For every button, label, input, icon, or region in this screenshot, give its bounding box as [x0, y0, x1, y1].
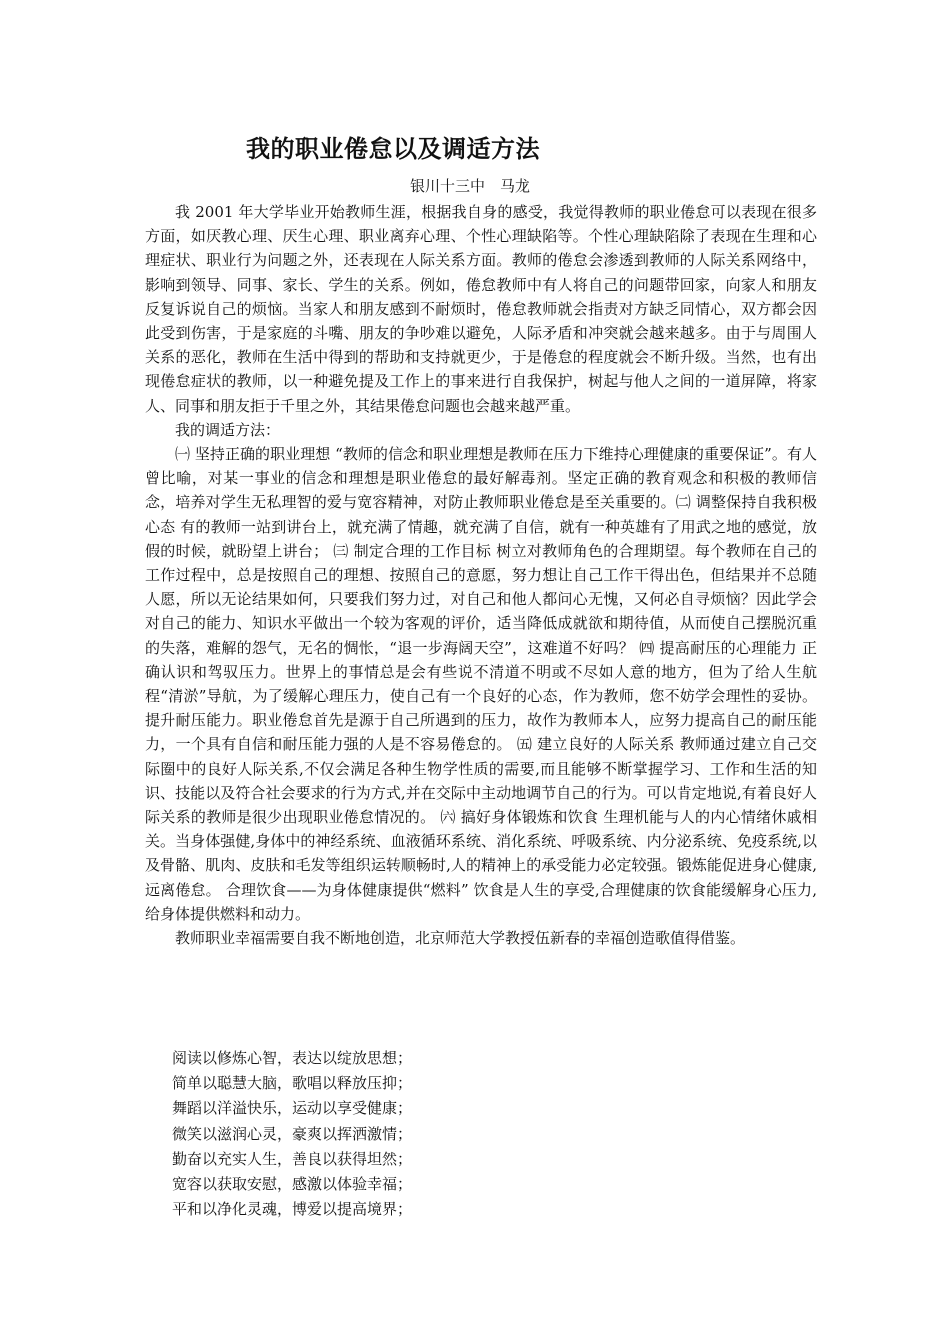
paragraph-happiness: 教师职业幸福需要自我不断地创造，北京师范大学教授伍新春的幸福创造歌值得借鉴。 — [175, 929, 746, 948]
page-title: 我的职业倦怠以及调适方法 — [246, 134, 540, 163]
paragraph-methods: ㈠ 坚持正确的职业理想 “教师的信念和职业理想是教师在压力下维持心理健康的重要保证”。有人曾比喻，对某一事业的信念和理想是职业倦怠的最好解毒剂。坚定正确的教育观念和积极的教师信念，培养对学生无私理智的爱与宽容精神，对防止教师职业倦怠是至关重要的。㈡ 调整保持自我积极心态 有的教师一站到讲台上，就充满了情趣，就充满了自信，就有一种英雄有了用武之地的感觉，放假的时候，就盼望上讲台； ㈢ 制定合理的工作目标 树立对教师角色的合理期望。每个教师在自己的工作过程中，总是按照自己的理想、按照自己的意愿，努力想让自己工作干得出色，但结果并不总随人愿，所以无论结果如何，只要我们努力过，对自己和他人都问心无愧，又何必自寻烦恼？因此学会对自己的能力、知识水平做出一个较为客观的评价，适当降低成就欲和期待值，从而使自己摆脱沉重的失落，难解的怨气，无名的惆怅，“退一步海阔天空”，这难道不好吗？ ㈣ 提高耐压的心理能力 正确认识和驾驭压力。世界上的事情总是会有些说不清道不明或不尽如人意的地方，但为了给人生航程“清淤”导航，为了缓解心理压力，使自己有一个良好的心态，作为教师，您不妨学会理性的妥协。提升耐压能力。职业倦怠首先是源于自己所遇到的压力，故作为教师本人，应努力提高自己的耐压能力，一个具有自信和耐压能力强的人是不容易倦怠的。 ㈤ 建立良好的人际关系 教师通过建立自己交际圈中的良好人际关系,不仅会满足各种生物学性质的需要,而且能够不断掌握学习、工作和生活的知识、技能以及符合社会要求的行为方式,并在交际中主动地调节自己的行为。可以肯定地说,有着良好人际关系的教师是很少出现职业倦怠情况的。 ㈥ 搞好身体锻炼和饮食 生理机能与人的内心情绪休戚相关。当身体强健,身体中的神经系统、血液循环系统、消化系统、呼吸系统、内分泌系统、免疫系统,以及骨骼、肌肉、皮肤和毛发等组织运转顺畅时,人的精神上的承受能力必定较强。锻炼能促进身心健康,远离倦怠。 合理饮食——为身体健康提供“燃料” 饮食是人生的享受,合理健康的饮食能缓解身心压力,给身体提供燃料和动力。 — [145, 445, 817, 923]
author-byline: 银川十三中 马龙 — [410, 177, 531, 195]
poem-line: 微笑以滋润心灵，豪爽以挥洒激情； — [172, 1124, 413, 1143]
paragraph-methods-heading: 我的调适方法： — [175, 420, 281, 439]
poem-line: 宽容以获取安慰，感激以体验幸福； — [172, 1175, 413, 1194]
poem-line: 简单以聪慧大脑，歌唱以释放压抑； — [172, 1074, 413, 1093]
poem-line: 勤奋以充实人生，善良以获得坦然； — [172, 1149, 413, 1168]
paragraph-intro: 我 2001 年大学毕业开始教师生涯，根据我自身的感受，我觉得教师的职业倦怠可以表现在很多方面，如厌教心理、厌生心理、职业离弃心理、个性心理缺陷等。个性心理缺陷除了表现在生理和心理症状、职业行为问题之外，还表现在人际关系方面。教师的倦怠会渗透到教师的人际关系网络中，影响到领导、同事、家长、学生的关系。例如，倦怠教师中有人将自己的问题带回家，向家人和朋友反复诉说自己的烦恼。当家人和朋友感到不耐烦时，倦怠教师就会指责对方缺乏同情心，双方都会因此受到伤害，于是家庭的斗嘴、朋友的争吵难以避免，人际矛盾和冲突就会越来越多。由于与周围人关系的恶化，教师在生活中得到的帮助和支持就更少，于是倦怠的程度就会不断升级。当然，也有出现倦怠症状的教师，以一种避免提及工作上的事来进行自我保护，树起与他人之间的一道屏障，将家人、同事和朋友拒于千里之外，其结果倦怠问题也会越来越严重。 — [145, 203, 817, 415]
poem-line: 舞蹈以洋溢快乐，运动以享受健康； — [172, 1099, 413, 1118]
poem-line: 阅读以修炼心智，表达以绽放思想； — [172, 1049, 413, 1067]
body-text — [145, 200, 817, 950]
poem — [172, 1046, 812, 1222]
poem-line: 平和以净化灵魂，博爱以提高境界； — [172, 1200, 413, 1219]
